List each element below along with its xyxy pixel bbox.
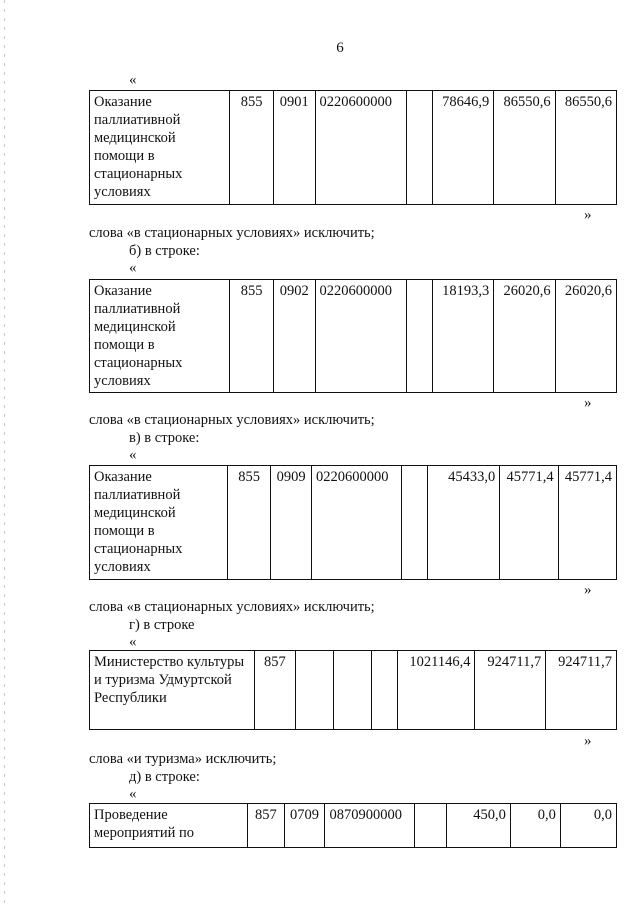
row-code-target: 0220600000 [312, 466, 402, 580]
row-code-type [407, 280, 433, 393]
table-row [90, 466, 617, 580]
row-code-ministry: 855 [230, 280, 274, 393]
item-label: б) в строке: [129, 243, 200, 259]
budget-table [89, 803, 617, 848]
row-value-3: 924711,7 [546, 651, 617, 730]
table-row [90, 280, 617, 393]
close-quote: » [584, 207, 592, 223]
row-value-1: 45433,0 [427, 466, 500, 580]
row-value-2: 26020,6 [494, 280, 555, 393]
row-value-3: 45771,4 [558, 466, 616, 580]
open-quote: « [129, 72, 137, 88]
left-scan-edge [4, 0, 5, 905]
row-code-ministry: 857 [247, 804, 284, 848]
instruction-text: слова «в стационарных условиях» исключить; [89, 225, 375, 241]
row-code-section: 0909 [271, 466, 312, 580]
open-quote: « [129, 260, 137, 276]
row-value-1: 18193,3 [432, 280, 493, 393]
row-value-3: 86550,6 [555, 91, 616, 205]
row-code-type [402, 466, 428, 580]
table-row [90, 651, 617, 730]
row-name: Оказание паллиативной медицинской помощи в стационарных условиях [90, 280, 230, 393]
row-value-2: 45771,4 [500, 466, 558, 580]
budget-table [89, 90, 617, 205]
close-quote: » [584, 582, 592, 598]
row-code-section: 0902 [273, 280, 315, 393]
row-code-target [333, 651, 371, 730]
row-value-1: 1021146,4 [398, 651, 475, 730]
item-label: д) в строке: [129, 769, 200, 785]
row-value-2: 0,0 [510, 804, 560, 848]
row-code-ministry: 855 [230, 91, 274, 205]
open-quote: « [129, 634, 137, 650]
row-value-2: 86550,6 [494, 91, 555, 205]
row-code-target: 0220600000 [315, 91, 406, 205]
row-code-target: 0220600000 [315, 280, 406, 393]
open-quote: « [129, 447, 137, 463]
row-value-3: 0,0 [560, 804, 616, 848]
item-label: в) в строке: [129, 430, 200, 446]
row-name: Оказание паллиативной медицинской помощи в стационарных условиях [90, 91, 230, 205]
budget-table [89, 279, 617, 393]
open-quote: « [129, 786, 137, 802]
row-value-3: 26020,6 [555, 280, 616, 393]
row-name: Проведение мероприятий по [90, 804, 248, 848]
row-name: Оказание паллиативной медицинской помощи в стационарных условиях [90, 466, 228, 580]
instruction-text: слова «и туризма» исключить; [89, 751, 277, 767]
row-value-1: 78646,9 [432, 91, 493, 205]
page-number: 6 [336, 40, 344, 56]
row-code-ministry: 857 [254, 651, 295, 730]
close-quote: » [584, 733, 592, 749]
row-code-section: 0901 [273, 91, 315, 205]
table-row [90, 91, 617, 205]
close-quote: » [584, 395, 592, 411]
row-value-2: 924711,7 [475, 651, 546, 730]
row-code-type [415, 804, 447, 848]
budget-table [89, 465, 617, 580]
instruction-text: слова «в стационарных условиях» исключить; [89, 412, 375, 428]
instruction-text: слова «в стационарных условиях» исключить; [89, 599, 375, 615]
row-name: Министерство культуры и туризма Удмуртской Республики [90, 651, 255, 730]
table-row [90, 804, 617, 848]
row-code-type [371, 651, 397, 730]
row-code-type [407, 91, 433, 205]
budget-table [89, 650, 617, 730]
row-code-target: 0870900000 [325, 804, 415, 848]
row-value-1: 450,0 [446, 804, 510, 848]
item-label: г) в строке [129, 617, 195, 633]
row-code-section: 0709 [284, 804, 325, 848]
row-code-ministry: 855 [228, 466, 271, 580]
row-code-section [295, 651, 333, 730]
